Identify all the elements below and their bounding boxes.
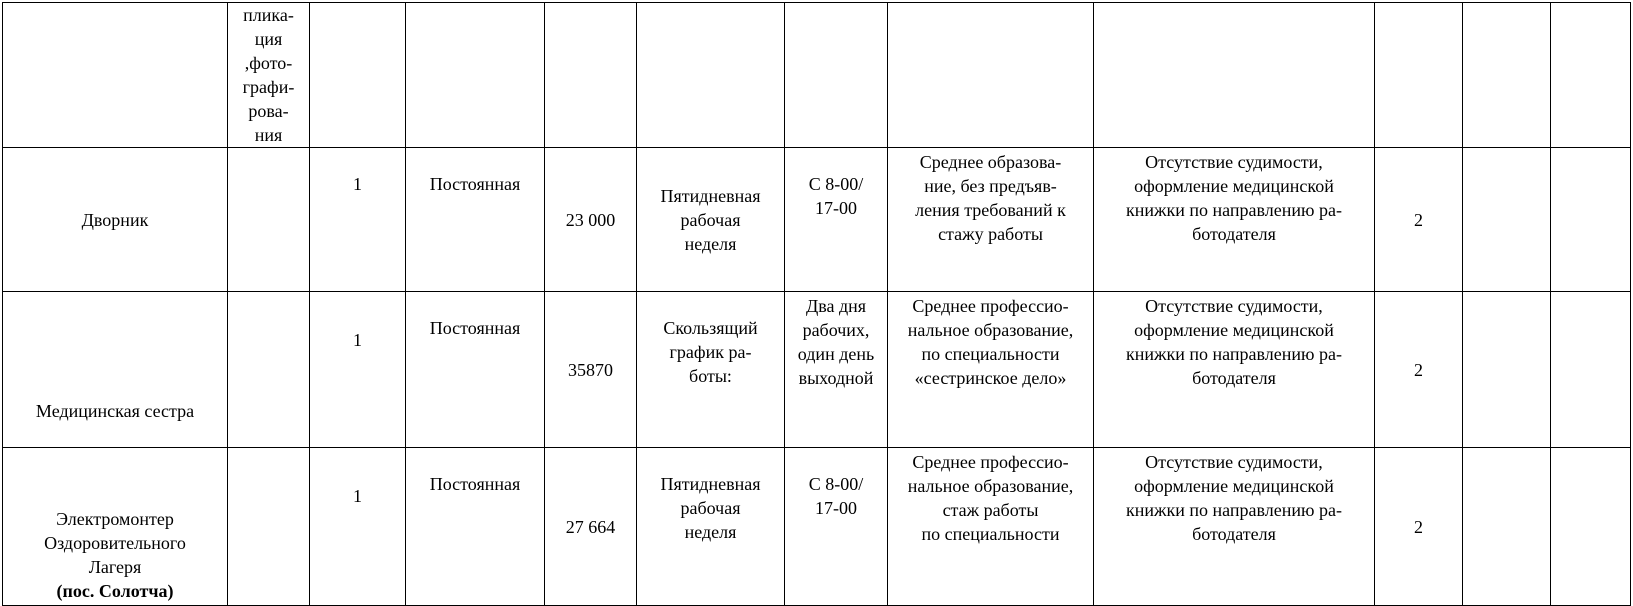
location-label: (пос. Солотча) [56, 581, 174, 601]
table-cell [637, 3, 785, 148]
cell-text: Среднее образова- ние, без предъяв- ления требований к стажу работы [915, 152, 1066, 244]
count-cell: 1 [310, 148, 406, 292]
hours-cell [785, 292, 888, 448]
count2-cell: 2 [1375, 448, 1463, 606]
table-cell [1375, 3, 1463, 148]
requirements-cell [1094, 148, 1375, 292]
table-row [3, 292, 1631, 448]
table-cell [1463, 3, 1551, 148]
type-cell: Постоянная [406, 448, 545, 606]
vacancy-table [2, 2, 1631, 606]
hours-cell [785, 448, 888, 606]
table-cell [888, 3, 1094, 148]
cell-text: Скользящий график ра- боты: [663, 318, 758, 386]
table-cell [1463, 448, 1551, 606]
table-cell [785, 3, 888, 148]
table-cell [1551, 3, 1631, 148]
table-cell [228, 448, 310, 606]
count2-cell: 2 [1375, 148, 1463, 292]
salary-cell: 23 000 [545, 148, 637, 292]
cell-text: Отсутствие судимости, оформление медицинской книжки по направлению ра- ботодателя [1126, 296, 1342, 388]
cell-text: С 8-00/ 17-00 [808, 474, 864, 518]
cell-text: Отсутствие судимости, оформление медицинской книжки по направлению ра- ботодателя [1126, 152, 1342, 244]
table-cell [1551, 148, 1631, 292]
table-cell [406, 3, 545, 148]
salary-cell: 35870 [545, 292, 637, 448]
cell-text: Два дня рабочих, один день выходной [797, 296, 875, 388]
cell-text: плика- ция ,фото- графи- рова- ния [242, 5, 295, 145]
table-row [3, 448, 1631, 606]
education-cell [888, 448, 1094, 606]
schedule-cell [637, 292, 785, 448]
table-cell [3, 3, 228, 148]
schedule-cell [637, 148, 785, 292]
table-cell [1463, 292, 1551, 448]
type-cell: Постоянная [406, 292, 545, 448]
education-cell [888, 292, 1094, 448]
position-cell [3, 448, 228, 606]
salary-cell: 27 664 [545, 448, 637, 606]
table-cell [1094, 3, 1375, 148]
type-cell: Постоянная [406, 148, 545, 292]
table-cell [310, 3, 406, 148]
count-cell: 1 [310, 292, 406, 448]
table-cell [228, 292, 310, 448]
count-cell: 1 [310, 448, 406, 606]
cell-text: Среднее профессио- нальное образование, по специальности «сестринское дело» [907, 296, 1074, 388]
cell-text: Пятидневная рабочая неделя [660, 185, 761, 254]
count2-cell: 2 [1375, 292, 1463, 448]
cell-text: Отсутствие судимости, оформление медицинской книжки по направлению ра- ботодателя [1126, 452, 1342, 544]
schedule-cell [637, 448, 785, 606]
requirements-cell [1094, 292, 1375, 448]
table-cell [1463, 148, 1551, 292]
cell-text: С 8-00/ 17-00 [808, 174, 864, 218]
table-row [3, 3, 1631, 148]
table-cell [1551, 448, 1631, 606]
position-cell: Дворник [3, 148, 228, 292]
table-cell [228, 148, 310, 292]
education-cell [888, 148, 1094, 292]
position-cell: Медицинская сестра [3, 292, 228, 448]
cell-text: Электромонтер Оздоровительного Лагеря [44, 509, 186, 577]
hours-cell [785, 148, 888, 292]
cell-text: Среднее профессио- нальное образование, стаж работы по специальности [907, 452, 1074, 544]
cell-text: Пятидневная рабочая неделя [660, 474, 761, 542]
table-cell [1551, 292, 1631, 448]
table-cell [545, 3, 637, 148]
table-row [3, 148, 1631, 292]
table-cell [228, 3, 310, 148]
requirements-cell [1094, 448, 1375, 606]
